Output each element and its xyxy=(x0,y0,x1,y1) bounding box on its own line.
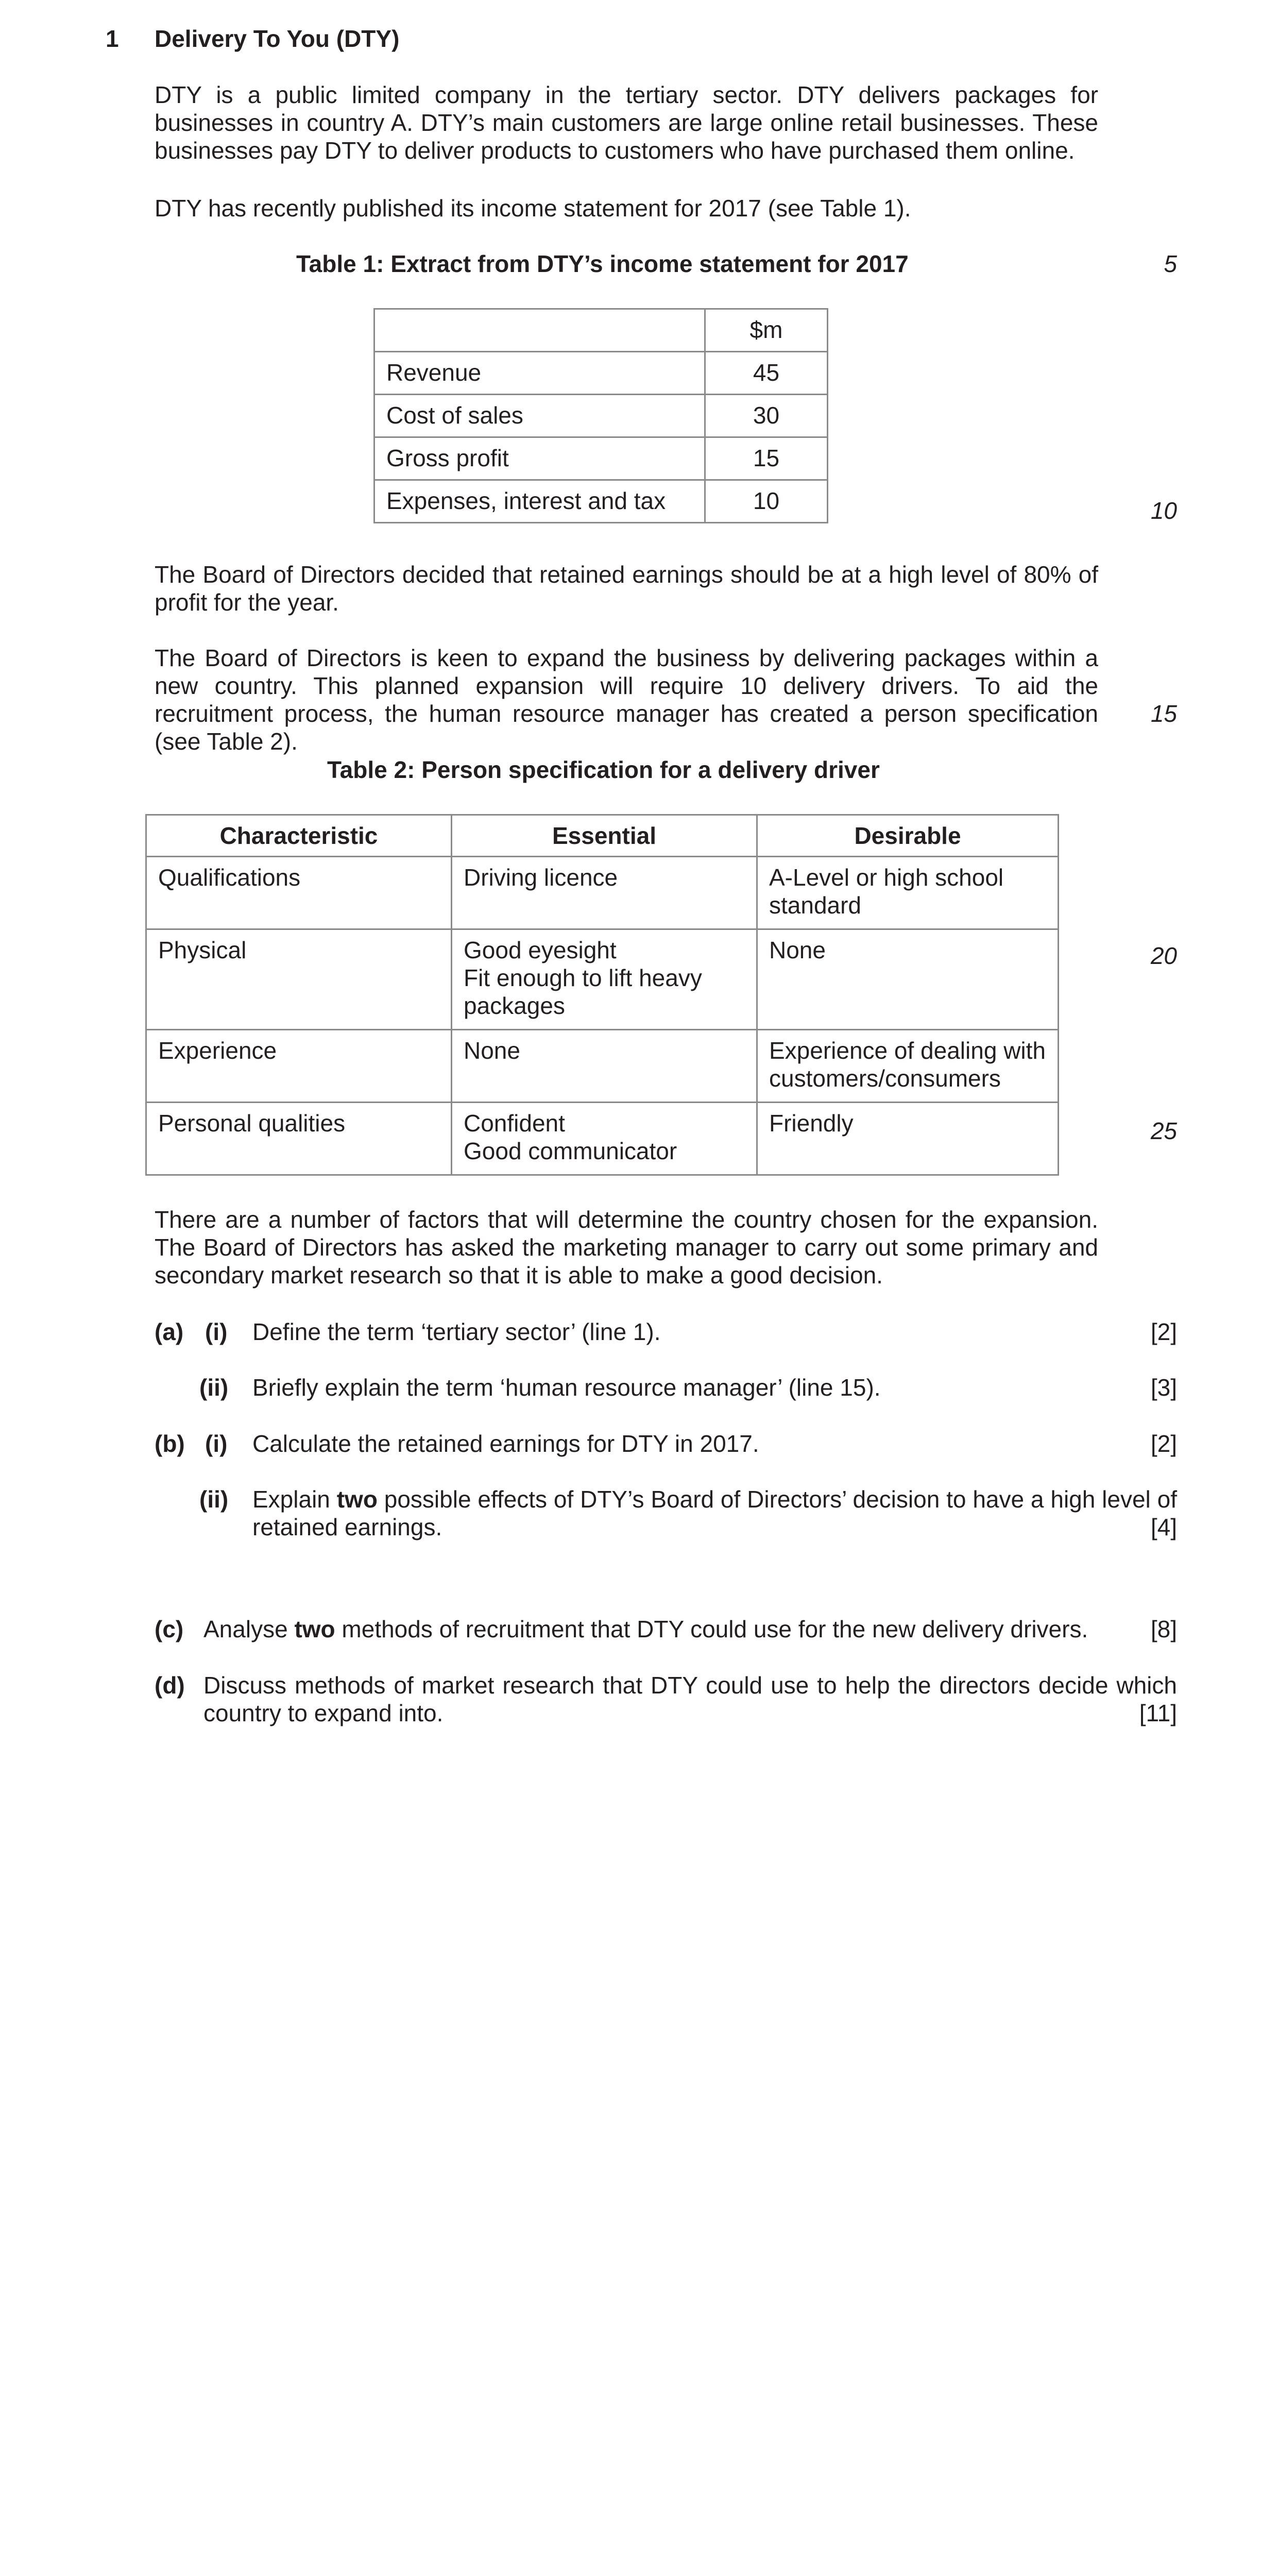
table-cell: Cost of sales xyxy=(374,395,705,437)
question-b-label: (b) xyxy=(155,1430,185,1457)
table1-caption: Table 1: Extract from DTY’s income statement for 2017 xyxy=(296,250,909,277)
cell-line: Qualifications xyxy=(158,864,301,891)
table-cell xyxy=(146,857,452,929)
question-a-i-label: (i) xyxy=(205,1318,228,1345)
table-cell xyxy=(452,1103,757,1175)
table-row xyxy=(146,929,1059,1030)
cell-line: Driving licence xyxy=(464,864,618,891)
question-a-ii-label: (ii) xyxy=(199,1374,229,1401)
question-c-post: methods of recruitment that DTY could use for the new delivery drivers. xyxy=(335,1616,1088,1642)
table-row xyxy=(374,395,828,437)
question-a-ii-marks: [3] xyxy=(1150,1374,1177,1401)
table-cell xyxy=(146,1030,452,1103)
table-cell xyxy=(757,1030,1059,1103)
cell-line: Good communicator xyxy=(464,1138,677,1164)
person-specification-table xyxy=(145,814,1059,1176)
line-number-20: 20 xyxy=(1150,942,1177,969)
question-c-pre: Analyse xyxy=(203,1616,295,1642)
table-header-cell: Desirable xyxy=(757,815,1059,857)
cell-line: Friendly xyxy=(769,1110,854,1137)
table-header-row xyxy=(146,815,1059,857)
table-header-cell: Essential xyxy=(452,815,757,857)
question-d-label: (d) xyxy=(155,1672,185,1699)
cell-line: A-Level or high school xyxy=(769,864,1004,891)
question-c-bold: two xyxy=(294,1616,335,1642)
question-d-marks: [11] xyxy=(1139,1700,1177,1726)
table-header-row xyxy=(374,309,828,352)
market-research-paragraph: There are a number of factors that will determine the country chosen for the expansion. The Board of Directors has asked the marketing manager to carry out some primary and secondary market research so that it is able to make a good decision. xyxy=(155,1206,1098,1289)
table-cell xyxy=(452,1030,757,1103)
question-b-i-text: Calculate the retained earnings for DTY in 2017. xyxy=(252,1430,759,1457)
table-cell: 45 xyxy=(705,352,828,395)
cell-line: None xyxy=(769,937,826,963)
question-b-ii-bold: two xyxy=(336,1486,378,1513)
table-row xyxy=(146,1030,1059,1103)
table-cell xyxy=(757,929,1059,1030)
cell-line: Fit enough to lift heavy xyxy=(464,964,702,991)
line-number-25: 25 xyxy=(1150,1117,1177,1144)
cell-line: Good eyesight xyxy=(464,937,617,963)
question-a-i-marks: [2] xyxy=(1150,1318,1177,1345)
cell-line: Experience xyxy=(158,1037,277,1064)
table-cell: Expenses, interest and tax xyxy=(374,480,705,523)
case-title: Delivery To You (DTY) xyxy=(155,25,400,52)
question-c-text xyxy=(203,1615,1088,1643)
table-row xyxy=(146,1103,1059,1175)
table-row xyxy=(374,437,828,480)
table-cell: 15 xyxy=(705,437,828,480)
income-statement-paragraph: DTY has recently published its income statement for 2017 (see Table 1). xyxy=(155,195,911,222)
cell-line: Physical xyxy=(158,937,247,963)
table-header-cell xyxy=(374,309,705,352)
cell-line: packages xyxy=(464,992,565,1019)
table-row xyxy=(146,857,1059,929)
cell-line: Experience of dealing with xyxy=(769,1037,1046,1064)
table-cell xyxy=(146,1103,452,1175)
cell-line: standard xyxy=(769,892,862,919)
table-cell: 30 xyxy=(705,395,828,437)
question-number: 1 xyxy=(106,25,119,52)
table-header-cell: Characteristic xyxy=(146,815,452,857)
cell-line: customers/consumers xyxy=(769,1065,1001,1092)
income-statement-table xyxy=(373,308,828,523)
question-c-marks: [8] xyxy=(1150,1616,1177,1642)
question-b-ii-label: (ii) xyxy=(199,1486,229,1513)
table-row xyxy=(374,352,828,395)
question-b-ii-marks: [4] xyxy=(1150,1514,1177,1540)
intro-paragraph: DTY is a public limited company in the tertiary sector. DTY delivers packages for businesses in country A. DTY’s main customers are large online retail businesses. These businesses pay DTY to deliver products to customers who have purchased them online. xyxy=(155,81,1098,164)
table-cell: Gross profit xyxy=(374,437,705,480)
question-a-ii-text: Briefly explain the term ‘human resource manager’ (line 15). xyxy=(252,1374,881,1401)
table-header-cell: $m xyxy=(705,309,828,352)
question-c-label: (c) xyxy=(155,1616,184,1642)
table-cell xyxy=(146,929,452,1030)
table-row xyxy=(374,480,828,523)
question-d-text: Discuss methods of market research that DTY could use to help the directors decide which country to expand into. xyxy=(203,1672,1177,1726)
line-number-15: 15 xyxy=(1150,700,1177,727)
table-cell: 10 xyxy=(705,480,828,523)
question-a-label: (a) xyxy=(155,1318,184,1345)
line-number-10: 10 xyxy=(1150,497,1177,524)
question-b-ii-text xyxy=(252,1485,1177,1541)
question-b-ii-pre: Explain xyxy=(252,1486,337,1513)
table2-caption: Table 2: Person specification for a delivery driver xyxy=(327,756,880,783)
cell-line: Confident xyxy=(464,1110,565,1137)
cell-line: None xyxy=(464,1037,520,1064)
line-number-5: 5 xyxy=(1164,250,1177,277)
question-b-i-marks: [2] xyxy=(1150,1430,1177,1457)
expansion-paragraph: The Board of Directors is keen to expand the business by delivering packages within a new country. This planned expansion will require 10 delivery drivers. To aid the recruitment process, the human resource manager has created a person specification (see Table 2). xyxy=(155,645,1098,755)
question-b-i-label: (i) xyxy=(205,1430,228,1457)
question-b-ii-post: possible effects of DTY’s Board of Directors’ decision to have a high level of retained earnings. xyxy=(252,1486,1177,1540)
table-cell xyxy=(757,1103,1059,1175)
table-cell: Revenue xyxy=(374,352,705,395)
question-a-i-text: Define the term ‘tertiary sector’ (line 1). xyxy=(252,1318,661,1345)
table-cell xyxy=(452,857,757,929)
table-cell xyxy=(452,929,757,1030)
table-cell xyxy=(757,857,1059,929)
retained-earnings-paragraph: The Board of Directors decided that retained earnings should be at a high level of 80% of profit for the year. xyxy=(155,561,1098,616)
cell-line: Personal qualities xyxy=(158,1110,346,1137)
